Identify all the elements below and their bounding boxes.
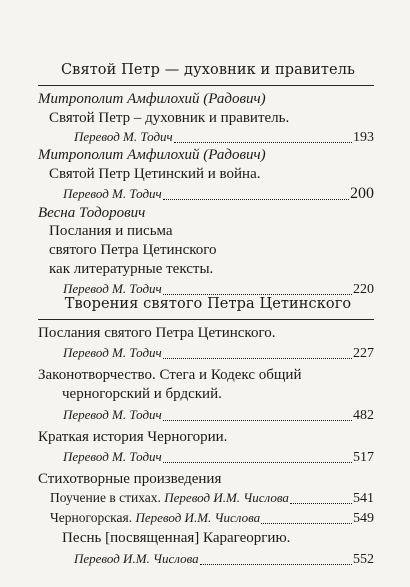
- subentry-title: Поучение в стихах.: [50, 490, 161, 505]
- dot-leader: [163, 293, 352, 295]
- translator-label: Перевод М. Тодич: [63, 449, 162, 464]
- page-number: 517: [353, 450, 374, 465]
- page-number: 541: [353, 491, 374, 506]
- dot-leader: [163, 198, 349, 200]
- entry-title: Законотворчество. Стега и Кодекс общий: [38, 367, 302, 383]
- entry-title: Краткая история Черногории.: [38, 429, 228, 445]
- entry-title: Стихотворные произведения: [38, 471, 222, 487]
- translator-label: Перевод М. Тодич: [63, 281, 162, 296]
- section-rule-1: [38, 85, 374, 86]
- section-heading-2: Творения святого Петра Цетинского: [64, 296, 352, 312]
- page-number: 549: [353, 511, 374, 526]
- entry-title: Послания и письма: [49, 223, 173, 239]
- entry-title: Святой Петр Цетинский и война.: [49, 166, 261, 182]
- entry-title: как литературные тексты.: [49, 261, 214, 277]
- entry-author: Весна Тодорович: [38, 205, 146, 221]
- translator-label: Перевод М. Тодич: [63, 407, 162, 422]
- page-number: 200: [350, 185, 374, 202]
- page-number: 193: [353, 130, 374, 145]
- translator-label: Перевод М. Тодич: [63, 345, 162, 360]
- dot-leader: [200, 563, 352, 565]
- dot-leader: [163, 419, 352, 421]
- entry-title: черногорский и брдский.: [62, 386, 222, 402]
- entry-author: Митрополит Амфилохий (Радович): [38, 91, 266, 107]
- toc-line[interactable]: [63, 184, 374, 204]
- subentry-title: Песнь [посвященная] Карагеоргию.: [62, 530, 291, 546]
- entry-title: Послания святого Петра Цетинского.: [38, 325, 276, 341]
- page-number: 482: [353, 408, 374, 423]
- toc-line[interactable]: [74, 127, 374, 147]
- page-number: 552: [353, 552, 374, 567]
- translator-label: Перевод И.М. Числова: [164, 490, 289, 505]
- entry-title: Святой Петр – духовник и правитель.: [49, 110, 290, 126]
- toc-subentry[interactable]: [50, 508, 374, 528]
- toc-line[interactable]: [63, 447, 374, 467]
- toc-line[interactable]: [63, 405, 374, 425]
- toc-subentry[interactable]: [74, 549, 374, 569]
- toc-line[interactable]: [63, 343, 374, 363]
- entry-title: святого Петра Цетинского: [49, 242, 217, 258]
- dot-leader: [290, 502, 352, 504]
- section-heading-1: Святой Петр — духовник и правитель: [60, 62, 355, 78]
- subentry-title: Черногорская.: [50, 510, 133, 525]
- entry-author: Митрополит Амфилохий (Радович): [38, 147, 266, 163]
- dot-leader: [174, 141, 352, 143]
- toc-subentry[interactable]: [50, 488, 374, 508]
- subentry-label: [50, 508, 260, 528]
- translator-label: Перевод М. Тодич: [63, 186, 162, 201]
- page-number: 220: [353, 282, 374, 297]
- subentry-label: [50, 488, 289, 508]
- page-number: 227: [353, 346, 374, 361]
- dot-leader: [163, 461, 352, 463]
- translator-label: Перевод И.М. Числова: [74, 551, 199, 566]
- section-rule-2: [38, 319, 374, 320]
- translator-label: Перевод И.М. Числова: [135, 510, 261, 525]
- dot-leader: [163, 357, 352, 359]
- translator-label: Перевод М. Тодич: [74, 129, 173, 144]
- dot-leader: [261, 522, 352, 524]
